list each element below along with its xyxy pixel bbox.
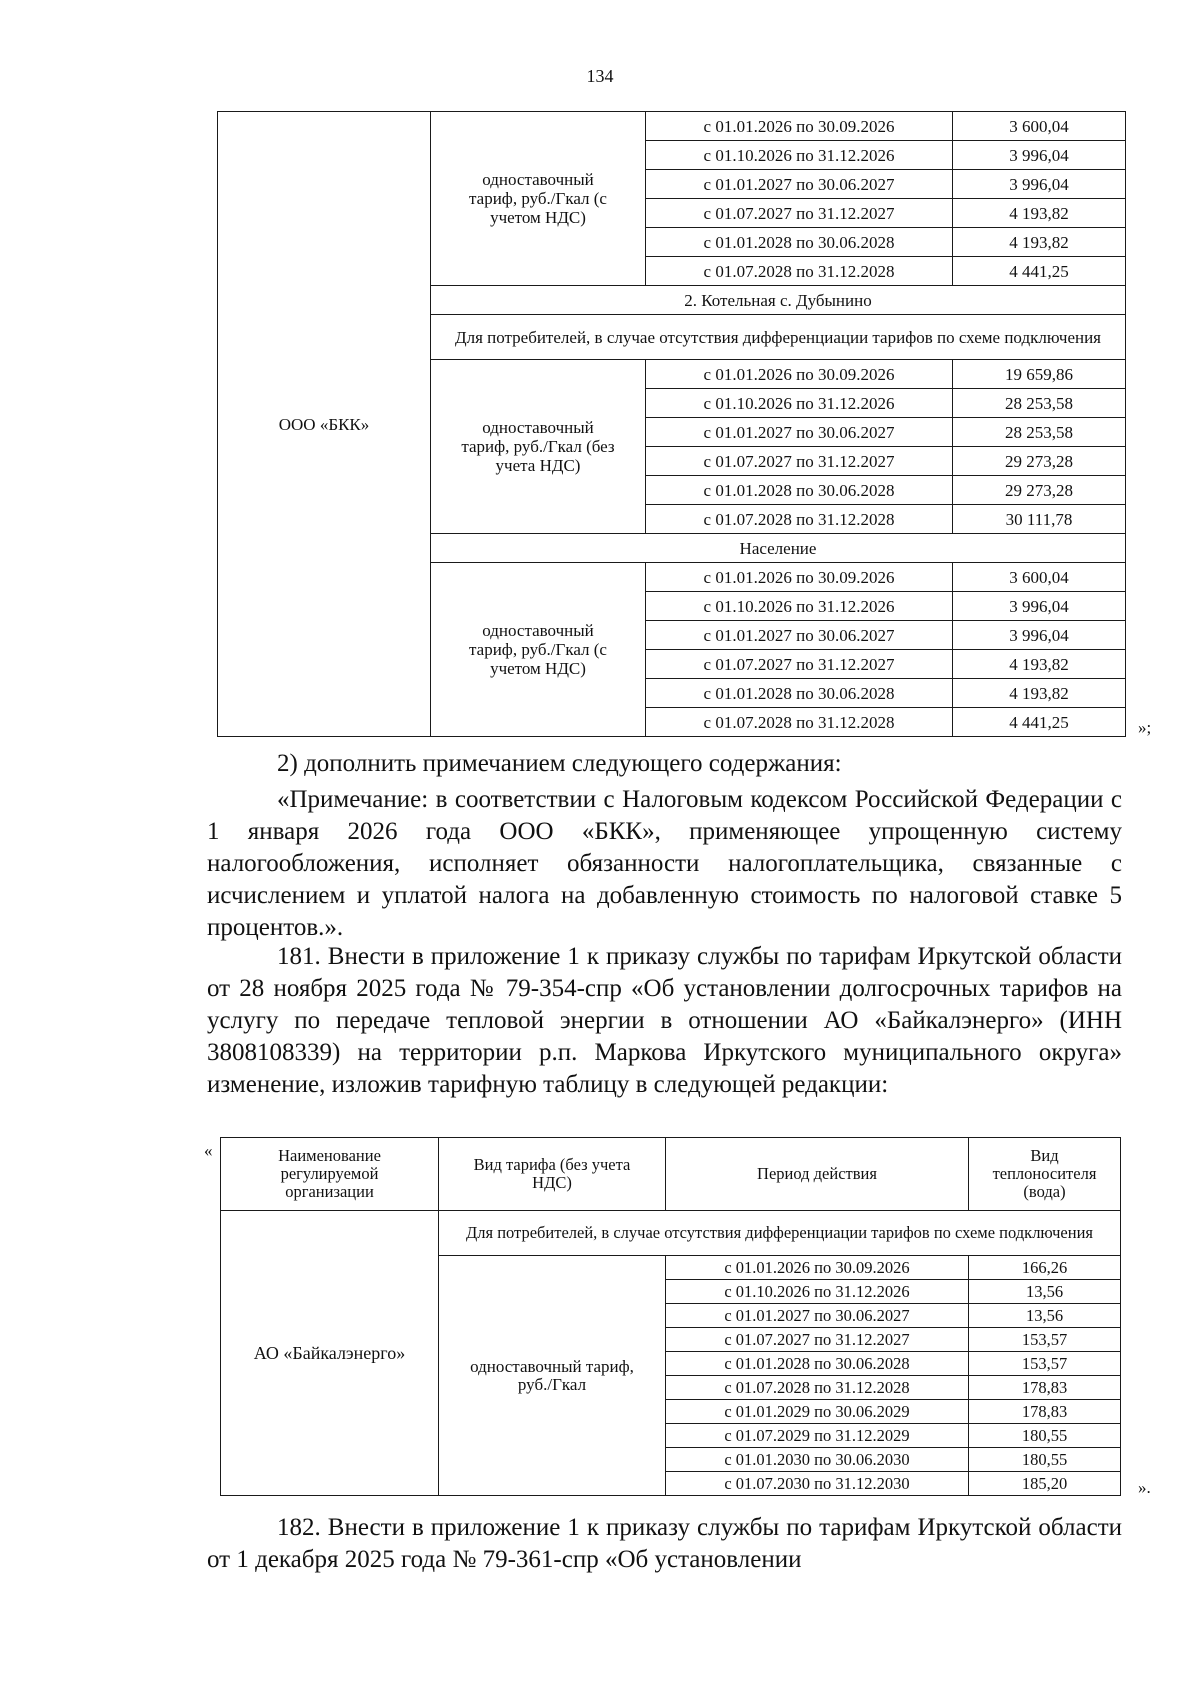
period-cell: с 01.07.2028 по 31.12.2028 <box>666 1376 969 1400</box>
page-number: 134 <box>586 66 614 86</box>
table-end-mark: ». <box>1138 1478 1151 1497</box>
value-cell: 153,57 <box>969 1352 1121 1376</box>
value-cell: 3 996,04 <box>953 592 1126 621</box>
period-cell: с 01.01.2026 по 30.09.2026 <box>666 1256 969 1280</box>
period-cell: с 01.10.2026 по 31.12.2026 <box>646 389 953 418</box>
period-cell: с 01.01.2026 по 30.09.2026 <box>646 112 953 141</box>
header-period: Период действия <box>666 1138 969 1211</box>
value-cell: 4 193,82 <box>953 679 1126 708</box>
value-cell: 4 193,82 <box>953 228 1126 257</box>
value-cell: 180,55 <box>969 1448 1121 1472</box>
consumers-heading: Для потребителей, в случае отсутствия дифференциации тарифов по схеме подключения <box>439 1211 1121 1256</box>
value-cell: 4 441,25 <box>953 257 1126 286</box>
period-cell: с 01.07.2027 по 31.12.2027 <box>666 1328 969 1352</box>
value-cell: 4 193,82 <box>953 199 1126 228</box>
value-cell: 28 253,58 <box>953 418 1126 447</box>
period-cell: с 01.10.2026 по 31.12.2026 <box>646 592 953 621</box>
period-cell: с 01.01.2027 по 30.06.2027 <box>646 170 953 199</box>
value-cell: 4 441,25 <box>953 708 1126 737</box>
value-cell: 13,56 <box>969 1304 1121 1328</box>
value-cell: 3 600,04 <box>953 112 1126 141</box>
value-cell: 30 111,78 <box>953 505 1126 534</box>
tariff-type-cell: одноставочный тариф, руб./Гкал <box>439 1256 666 1496</box>
section-heading: 2. Котельная с. Дубынино <box>431 286 1126 315</box>
table-end-mark: »; <box>1138 718 1152 737</box>
period-cell: с 01.01.2027 по 30.06.2027 <box>646 418 953 447</box>
period-cell: с 01.01.2028 по 30.06.2028 <box>646 679 953 708</box>
note-intro-paragraph: 2) дополнить примечанием следующего содержания: <box>277 750 842 777</box>
period-cell: с 01.07.2027 по 31.12.2027 <box>646 447 953 476</box>
period-cell: с 01.01.2026 по 30.09.2026 <box>646 360 953 389</box>
item-182-paragraph: 182. Внести в приложение 1 к приказу службы по тарифам Иркутской области от 1 декабря 2025 года № 79-361-спр «Об установлении <box>207 1514 1122 1573</box>
value-cell: 29 273,28 <box>953 476 1126 505</box>
period-cell: с 01.01.2028 по 30.06.2028 <box>646 476 953 505</box>
period-cell: с 01.07.2028 по 31.12.2028 <box>646 257 953 286</box>
header-carrier: Вид теплоносителя (вода) <box>969 1138 1121 1211</box>
value-cell: 166,26 <box>969 1256 1121 1280</box>
note-paragraph: «Примечание: в соответствии с Налоговым кодексом Российской Федерации с 1 января 2026 года ООО «БКК», применяющее упрощенную систему налогообложения, исполняет обязанности налогоплательщика, связанные с исчислением и уплатой налога на добавленную стоимость по налоговой ставке 5 процентов.». <box>207 786 1122 941</box>
value-cell: 28 253,58 <box>953 389 1126 418</box>
value-cell: 153,57 <box>969 1328 1121 1352</box>
table-open-mark: « <box>204 1141 213 1160</box>
value-cell: 19 659,86 <box>953 360 1126 389</box>
period-cell: с 01.07.2027 по 31.12.2027 <box>646 199 953 228</box>
value-cell: 178,83 <box>969 1400 1121 1424</box>
period-cell: с 01.07.2027 по 31.12.2027 <box>646 650 953 679</box>
tariff-type-cell: одноставочный тариф, руб./Гкал (с учетом НДС) <box>431 112 646 286</box>
period-cell: с 01.07.2030 по 31.12.2030 <box>666 1472 969 1496</box>
value-cell: 13,56 <box>969 1280 1121 1304</box>
item-181-paragraph: 181. Внести в приложение 1 к приказу службы по тарифам Иркутской области от 28 ноября 2025 года № 79-354-спр «Об установлении долгосрочных тарифов на услугу по передаче тепловой энергии в отношении АО «Байкалэнерго» (ИНН 3808108339) на территории р.п. Маркова Иркутского муниципального округа» изменение, изложив тарифную таблицу в следующей редакции: <box>207 943 1122 1098</box>
period-cell: с 01.01.2030 по 30.06.2030 <box>666 1448 969 1472</box>
period-cell: с 01.07.2028 по 31.12.2028 <box>646 505 953 534</box>
value-cell: 3 996,04 <box>953 170 1126 199</box>
value-cell: 4 193,82 <box>953 650 1126 679</box>
period-cell: с 01.01.2026 по 30.09.2026 <box>646 563 953 592</box>
org-cell: ООО «БКК» <box>218 112 431 737</box>
period-cell: с 01.01.2027 по 30.06.2027 <box>666 1304 969 1328</box>
period-cell: с 01.01.2029 по 30.06.2029 <box>666 1400 969 1424</box>
period-cell: с 01.07.2028 по 31.12.2028 <box>646 708 953 737</box>
period-cell: с 01.01.2028 по 30.06.2028 <box>646 228 953 257</box>
period-cell: с 01.01.2028 по 30.06.2028 <box>666 1352 969 1376</box>
value-cell: 3 996,04 <box>953 141 1126 170</box>
value-cell: 178,83 <box>969 1376 1121 1400</box>
header-org: Наименование регулируемой организации <box>221 1138 439 1211</box>
value-cell: 180,55 <box>969 1424 1121 1448</box>
value-cell: 3 996,04 <box>953 621 1126 650</box>
consumers-heading: Для потребителей, в случае отсутствия дифференциации тарифов по схеме подключения <box>431 315 1126 360</box>
tariff-table-bkk <box>217 111 1126 737</box>
org-cell: АО «Байкалэнерго» <box>221 1211 439 1496</box>
period-cell: с 01.10.2026 по 31.12.2026 <box>666 1280 969 1304</box>
value-cell: 29 273,28 <box>953 447 1126 476</box>
period-cell: с 01.10.2026 по 31.12.2026 <box>646 141 953 170</box>
value-cell: 185,20 <box>969 1472 1121 1496</box>
tariff-type-cell: одноставочный тариф, руб./Гкал (без учета НДС) <box>431 360 646 534</box>
tariff-type-cell: одноставочный тариф, руб./Гкал (с учетом НДС) <box>431 563 646 737</box>
population-heading: Население <box>431 534 1126 563</box>
tariff-table-baikalenergo <box>220 1137 1121 1496</box>
header-tariff: Вид тарифа (без учета НДС) <box>439 1138 666 1211</box>
period-cell: с 01.07.2029 по 31.12.2029 <box>666 1424 969 1448</box>
period-cell: с 01.01.2027 по 30.06.2027 <box>646 621 953 650</box>
value-cell: 3 600,04 <box>953 563 1126 592</box>
